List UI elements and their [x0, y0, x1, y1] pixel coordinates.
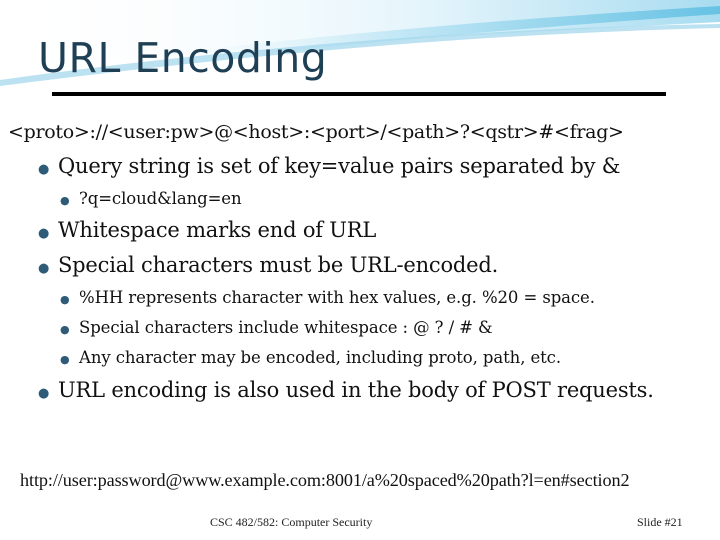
sub-bullet-hex-values: %HH represents character with hex values, e.g. %20 = space.: [79, 288, 595, 307]
bullet-dot-icon: ●: [60, 194, 70, 207]
bullet-whitespace: Whitespace marks end of URL: [58, 218, 377, 242]
bullet-query-string: Query string is set of key=value pairs separated by &: [58, 154, 621, 178]
footer-slide-number: Slide #21: [637, 515, 683, 529]
bullet-dot-icon: ●: [38, 386, 50, 401]
slide-title: URL Encoding: [38, 34, 328, 82]
bullet-dot-icon: ●: [38, 162, 50, 177]
title-underline-divider: [52, 92, 666, 96]
sub-bullet-query-example: ?q=cloud&lang=en: [79, 189, 242, 208]
bullet-post-requests: URL encoding is also used in the body of POST requests.: [58, 378, 654, 402]
footer-course-name: CSC 482/582: Computer Security: [210, 515, 373, 529]
bullet-dot-icon: ●: [60, 353, 70, 366]
bullet-dot-icon: ●: [60, 323, 70, 336]
example-url: http://user:password@www.example.com:8001/a%20spaced%20path?l=en#section2: [20, 470, 630, 490]
sub-bullet-any-character: Any character may be encoded, including proto, path, etc.: [79, 348, 561, 367]
bullet-dot-icon: ●: [60, 293, 70, 306]
sub-bullet-special-list: Special characters include whitespace : @ ? / # &: [79, 318, 493, 337]
bullet-dot-icon: ●: [38, 226, 50, 241]
bullet-dot-icon: ●: [38, 261, 50, 276]
bullet-special-characters: Special characters must be URL-encoded.: [58, 253, 499, 277]
url-syntax-line: <proto>://<user:pw>@<host>:<port>/<path>?<qstr>#<frag>: [8, 121, 624, 143]
